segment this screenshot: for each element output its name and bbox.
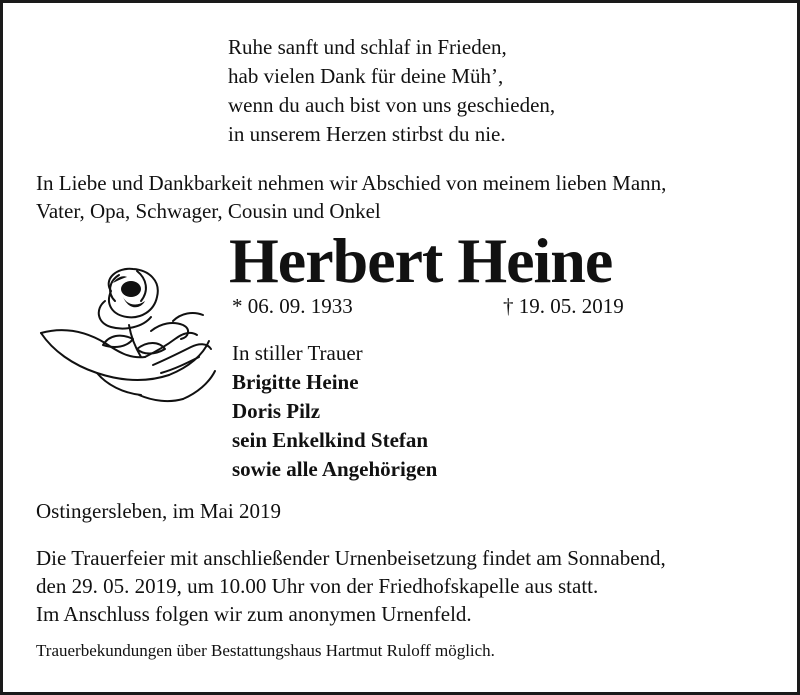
death-date: † 19. 05. 2019 <box>503 294 624 318</box>
mourner-name: sein Enkelkind Stefan <box>232 428 429 452</box>
poem-line: in unserem Herzen stirbst du nie. <box>228 122 506 146</box>
ceremony-info <box>36 544 666 628</box>
rose-in-hands-icon <box>33 261 223 411</box>
intro-text <box>36 169 666 225</box>
intro-line: In Liebe und Dankbarkeit nehmen wir Abschied von meinem lieben Mann, <box>36 171 667 195</box>
mourners-lead: In stiller Trauer <box>232 341 363 365</box>
mourner-name: Doris Pilz <box>232 399 321 423</box>
ceremony-line: Die Trauerfeier mit anschließender Urnenbeisetzung findet am Sonnabend, <box>36 546 666 570</box>
mourners-list <box>232 339 437 484</box>
mourner-name: Brigitte Heine <box>232 370 359 394</box>
ceremony-line: den 29. 05. 2019, um 10.00 Uhr von der Friedhofskapelle aus statt. <box>36 574 599 598</box>
poem-line: hab vielen Dank für deine Müh’, <box>228 64 504 88</box>
intro-line: Vater, Opa, Schwager, Cousin und Onkel <box>36 199 381 223</box>
deceased-name: Herbert Heine <box>229 225 613 296</box>
poem-line: wenn du auch bist von uns geschieden, <box>228 93 556 117</box>
condolence-note: Trauerbekundungen über Bestattungshaus Hartmut Ruloff möglich. <box>36 641 495 660</box>
poem-line: Ruhe sanft und schlaf in Frieden, <box>228 35 507 59</box>
birth-date: * 06. 09. 1933 <box>232 294 353 318</box>
memorial-poem <box>228 33 555 149</box>
place-date: Ostingersleben, im Mai 2019 <box>36 499 281 523</box>
mourner-name: sowie alle Angehörigen <box>232 457 438 481</box>
ceremony-line: Im Anschluss folgen wir zum anonymen Urnenfeld. <box>36 602 472 626</box>
